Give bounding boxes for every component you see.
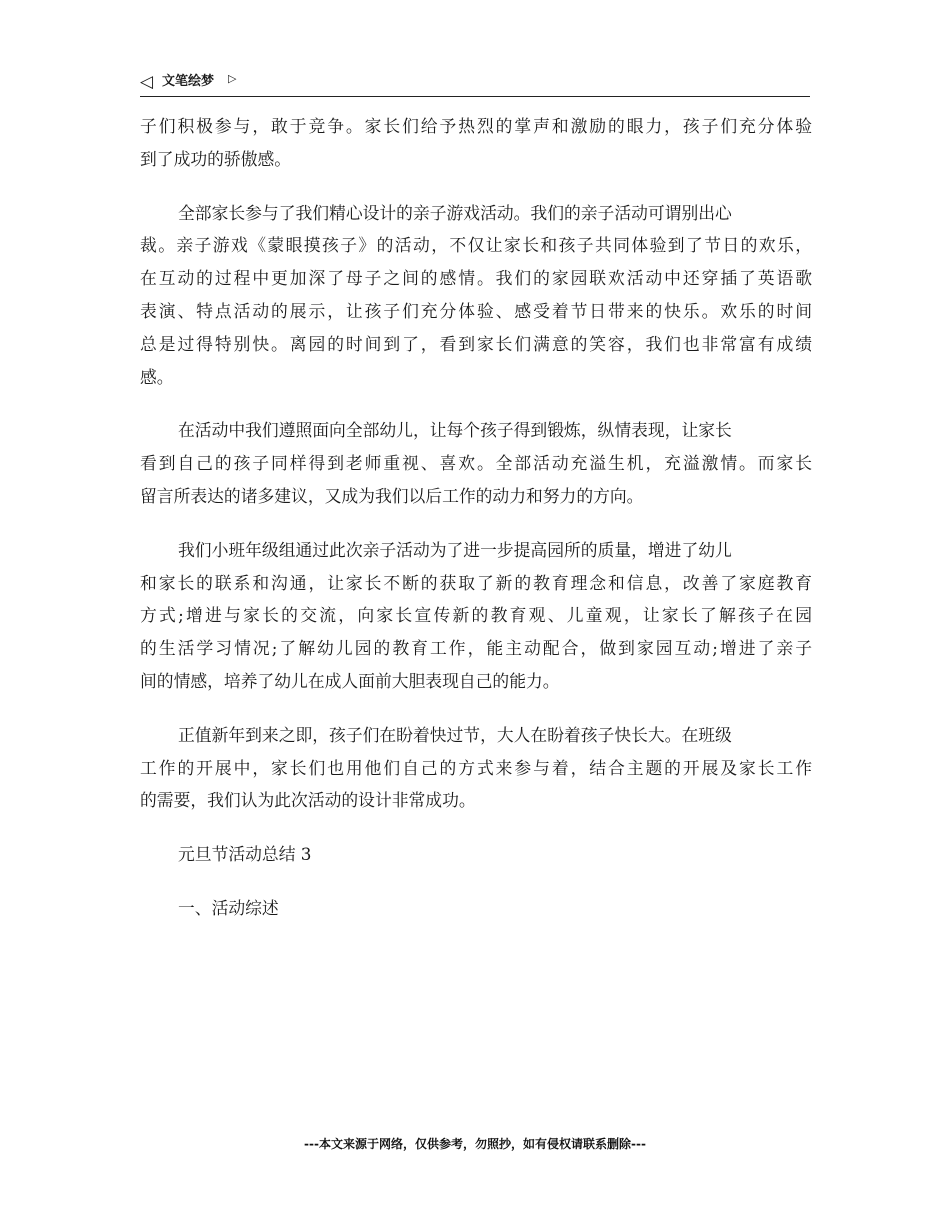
text-line: 到了成功的骄傲感。 bbox=[140, 148, 292, 169]
text-line: 正值新年到来之即，孩子们在盼着快过节，大人在盼着孩子快长大。在班级 bbox=[178, 724, 732, 745]
header-title: 文笔绘梦 bbox=[162, 74, 215, 89]
paragraph bbox=[140, 719, 812, 817]
sub-heading bbox=[140, 892, 812, 925]
text-line: 总是过得特别快。离园的时间到了，看到家长们满意的笑容，我们也非常富有成绩 bbox=[140, 333, 812, 354]
text-line: 裁。亲子游戏《蒙眼摸孩子》的活动，不仅让家长和孩子共同体验到了节日的欢乐， bbox=[140, 235, 812, 256]
paragraph bbox=[140, 534, 812, 698]
left-triangle-icon: ◁ bbox=[140, 72, 154, 92]
text-line: 在互动的过程中更加深了母子之间的感情。我们的家园联欢活动中还穿插了英语歌 bbox=[140, 268, 812, 289]
section-heading bbox=[140, 838, 812, 871]
paragraph bbox=[140, 414, 812, 512]
document-body bbox=[140, 110, 812, 925]
text-line: 全部家长参与了我们精心设计的亲子游戏活动。我们的亲子活动可谓别出心 bbox=[178, 202, 732, 223]
text-line: 看到自己的孩子同样得到老师重视、喜欢。全部活动充溢生机，充溢激情。而家长 bbox=[140, 453, 812, 474]
text-line: 间的情感，培养了幼儿在成人面前大胆表现自己的能力。 bbox=[140, 670, 560, 691]
text-line: 我们小班年级组通过此次亲子活动为了进一步提高园所的质量，增进了幼儿 bbox=[178, 539, 732, 560]
text-line: 元旦节活动总结 3 bbox=[178, 844, 312, 865]
paragraph bbox=[140, 197, 812, 394]
text-line: 表演、特点活动的展示，让孩子们充分体验、感受着节日带来的快乐。欢乐的时间 bbox=[140, 300, 812, 321]
text-line: 和家长的联系和沟通，让家长不断的获取了新的教育理念和信息，改善了家庭教育 bbox=[140, 572, 812, 593]
text-line: 方式;增进与家长的交流，向家长宣传新的教育观、儿童观，让家长了解孩子在园 bbox=[140, 605, 812, 626]
text-line: 一、活动综述 bbox=[178, 897, 279, 918]
text-line: 子们积极参与，敢于竞争。家长们给予热烈的掌声和激励的眼力，孩子们充分体验 bbox=[140, 116, 812, 136]
text-line: 感。 bbox=[140, 366, 174, 387]
text-line: 工作的开展中，家长们也用他们自己的方式来参与着，结合主题的开展及家长工作 bbox=[140, 757, 812, 778]
text-line: 的需要，我们认为此次活动的设计非常成功。 bbox=[140, 790, 476, 811]
text-line: 留言所表达的诸多建议，又成为我们以后工作的动力和努力的方向。 bbox=[140, 485, 644, 506]
page-header bbox=[140, 70, 810, 97]
footer-disclaimer: ---本文来源于网络，仅供参考，勿照抄，如有侵权请联系删除--- bbox=[304, 1137, 646, 1151]
paragraph bbox=[140, 110, 812, 176]
text-line: 的生活学习情况;了解幼儿园的教育工作，能主动配合，做到家园互动;增进了亲子 bbox=[140, 638, 812, 659]
right-triangle-icon: ▷ bbox=[228, 72, 237, 85]
text-line: 在活动中我们遵照面向全部幼儿，让每个孩子得到锻炼，纵情表现，让家长 bbox=[178, 420, 732, 441]
